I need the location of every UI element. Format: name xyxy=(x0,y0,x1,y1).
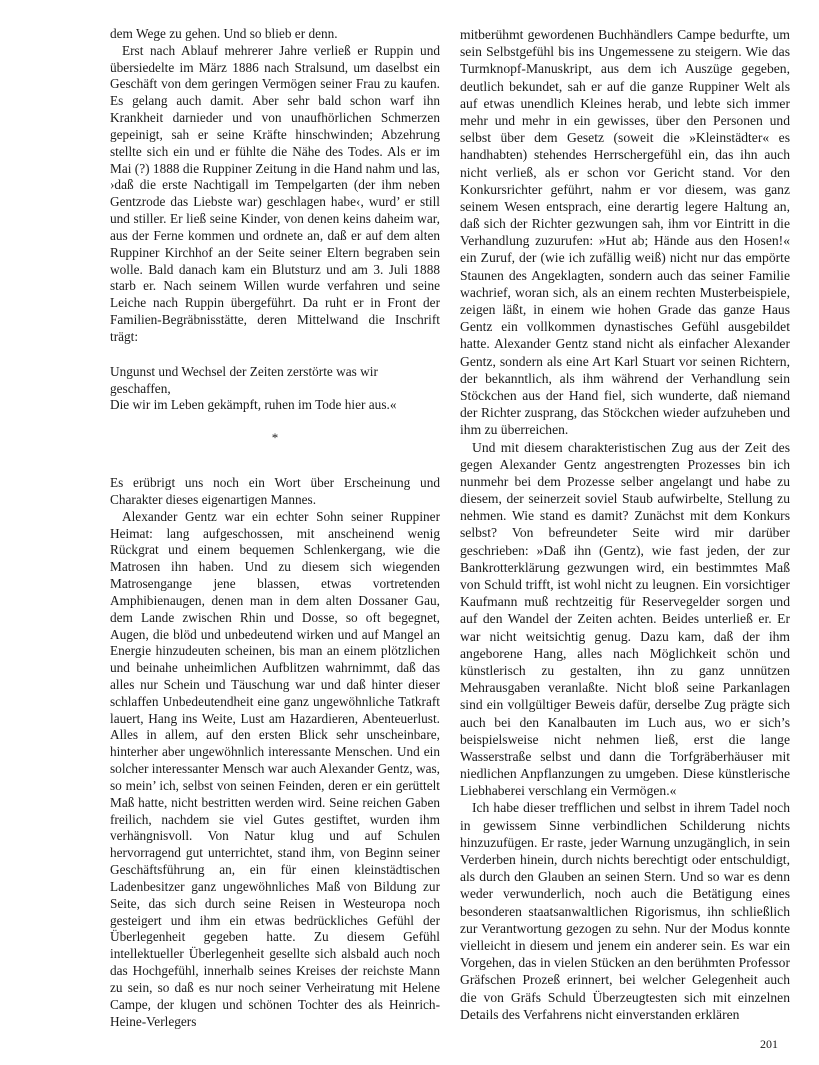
verse-line: Die wir im Leben gekämpft, ruhen im Tode hier aus.« xyxy=(110,397,397,413)
paragraph: Und mit diesem charakteristischen Zug aus der Zeit des gegen Alexander Gentz angestrengten Prozesses bin ich nunmehr bei dem Prozesse selber angelangt und habe zu diesem, der seinerzeit soviel Staub aufwirbelte, Stellung zu nehmen. Wie stand es damit? Zunächst mit dem Konkurs selbst? Von befreundeter Seite wird mir darüber geschrieben: »Daß ihn (Gentz), wie fast jeden, der zur Bankrotterklärung gezwungen wird, ein bestimmtes Maß von Schuld trifft, ist wohl nicht zu leugnen. Ein vorsichtiger Kaufmann muß rechtzeitig für Reservegelder sorgen und auf den Wandel der Zeiten achten. Beides unterließ er. Er war nicht weitsichtig genug. Dazu kam, daß der ihm angeborene Hang, alles nach Möglichkeit schön und künstlerisch zu gestalten, ihn zu ganz unnützen Mehrausgaben veranlaßte. Nicht bloß seine Parkanlagen sind ein vollgültiger Beweis dafür, derselbe Zug prägte sich auch bei den Kanalbauten im Luch aus, wo er sich’s beispielsweise nicht nehmen ließ, erst die lange Wasserstraße selbst und dann die Torfgräberhäuser mit niedlichen Anpflanzungen zu umgeben. Diese künstlerische Liebhaberei verschlang ein Vermögen.« xyxy=(460,439,790,799)
verse-line: Ungunst und Wechsel der Zeiten zerstörte was wir geschaffen, xyxy=(110,363,378,396)
paragraph: Ich habe dieser trefflichen und selbst in ihrem Tadel noch in gewissem Sinne verbindlichen Schilderung nichts hinzuzufügen. Er raste, jeder Warnung unzugänglich, in sein Verderben hinein, durch nichts berechtigt oder entschuldigt, als durch den Glauben an seinen Stern. Und so war es denn weder verwunderlich, noch auch die Betätigung eines besonderen staatsanwaltlichen Rigorismus, ihn schließlich zur Verantwortung gezogen zu sehn. Nur der Modus konnte vielleicht in diesem und jenem ein anderer sein. Es war ein Vorgehen, das in vielen Stücken an den berühmten Professor Gräfschen Prozeß erinnert, bei welcher Gelegenheit auch die von Gräfs Schuld Überzeugtesten sich mit einzelnen Details des Verfahrens nicht einverstanden erklären xyxy=(460,800,790,1022)
left-column xyxy=(110,26,440,1030)
paragraph: Erst nach Ablauf mehrerer Jahre verließ er Ruppin und übersiedelte im März 1886 nach Stralsund, um daselbst ein Geschäft von dem geringen Vermögen seiner Frau zu kaufen. Es gelang auch damit. Aber sehr bald schon warf ihn Krankheit darnieder und von unaufhörlichen Schmerzen gepeinigt, sah er seine Kräfte hinschwinden; Abzehrung stellte sich ein und er fühlte die Nähe des Todes. Als er im Mai (?) 1888 die Ruppiner Zeitung in die Hand nahm und las, ›daß die erste Nachtigall im Tempelgarten (der ihm neben Gentzrode das Liebste war) geschlagen habe‹, wurd’ er still und stiller. Er ließ seine Kinder, von denen keins daheim war, aus der Ferne kommen und ordnete an, daß er auf dem alten Ruppiner Kirchhof an der Seite seiner Eltern begraben sein wolle. Bald danach kam ein Blutsturz und am 3. Juli 1888 starb er. Nach seinem Willen wurde verfahren und seine Leiche nach Ruppin übergeführt. Da ruht er in Front der Familien-Begräbnisstätte, deren Mittelwand die Inschrift trägt: xyxy=(110,42,440,344)
section-divider: * xyxy=(271,430,279,446)
paragraph: Es erübrigt uns noch ein Wort über Erscheinung und Charakter dieses eigenartigen Mannes. xyxy=(110,475,440,507)
right-column xyxy=(460,26,790,1023)
paragraph: dem Wege zu gehen. Und so blieb er denn. xyxy=(110,26,338,41)
paragraph: mitberühmt gewordenen Buchhändlers Campe bedurfte, um sein Selbstgefühl bis ins Ungemessene zu steigern. Wie das Turmknopf-Manuskript, aus dem ich Auszüge gegeben, deutlich bekundet, sah er auf die ganze Ruppiner Welt als auf etwas unendlich Kleines herab, und lebte sich immer mehr und mehr in ein gewisses, über den Personen und selbst über dem Gesetz (soweit die »Kleinstädter« es handhabten) stehendes Herrschergefühl ein, das ihn auch nicht verließ, als er schon vor Gericht stand. Vor den Konkursrichter geführt, nahm er vor diesem, was ganz seinem Wesen entsprach, eine derartig legere Haltung an, daß sich der Richter gezwungen sah, ihm vor Eintritt in die Verhandlung zuzurufen: »Hut ab; Hände aus den Hosen!« ein Zuruf, der (wie ich zufällig weiß) nicht nur das empörte Staunen des Angeklagten, sondern auch das seiner Familie wachrief, woran sich, als an einem rechten Musterbeispiele, zeigen läßt, in einem wie hohen Grade das ganze Haus Gentz ein vollkommen dynastisches Gefühl ausgebildet hatte. Alexander Gentz stand nicht als einfacher Alexander Gentz, sondern als eine Art Karl Stuart vor seinen Richtern, der bekanntlich, als ihm während der Verhandlung sein Stöckchen aus der Hand fiel, sich wunderte, daß niemand der Richter zusprang, das Stöckchen wieder aufzuheben und ihm zu überreichen. xyxy=(460,27,790,438)
page-number: 201 xyxy=(760,1037,778,1051)
inscription-verse xyxy=(110,364,440,414)
paragraph: Alexander Gentz war ein echter Sohn seiner Ruppiner Heimat: lang aufgeschossen, mit anscheinend wenig Rückgrat und einem bequemen Schlenkergang, wie die Matrosen ihn haben. Und zu diesem sich wiegenden Matrosengange jene blassen, etwas vortretenden Amphibienaugen, denen man in dem alten Dossaner Gau, dem Lande zwischen Rhin und Dosse, so oft begegnet, Augen, die blöd und unbedeutend wirken und auf Mangel an Energie hinzudeuten scheinen, bis man an einem plötzlichen und beinahe unheimlichen Aufblitzen wahrnimmt, daß das alles nur Schein und Täuschung war und daß hinter dieser schlaffen Unbedeutendheit eine ganz ungewöhnliche Tatkraft lauert, Hang ins Weite, Lust am Hazardieren, Abenteuerlust. Alles in allem, auf den ersten Blick sehr unscheinbare, hinterher aber ungewöhnlich interessante Menschen. Und ein solcher interessanter Mensch war auch Alexander Gentz, was, so mein’ ich, selbst von seinen Feinden, deren er ein gerüttelt Maß hatte, nicht bestritten werden wird. Seine reichen Gaben freilich, nachdem sie viel Gutes gestiftet, wurden ihm verhängnisvoll. Von Natur klug und auf Schulen hervorragend gut unterrichtet, stand ihm, von Beginn seiner Geschäftsführung an, ein für einen kleinstädtischen Ladenbesitzer ganz ungewöhnliches Maß von Bildung zur Seite, das sich durch seine Reisen in Westeuropa noch gesteigert und ihm ein etwas bedrückliches Gefühl der Überlegenheit gegeben hatte. Zu diesem Gefühl intellektueller Überlegenheit gesellte sich alsbald auch noch das Hochgefühl, innerhalb seines Kreises der reichste Mann zu sein, so daß es nur noch seiner Verheiratung mit Helene Campe, der klugen und schönen Tochter des als Heinrich-Heine-Verlegers xyxy=(110,508,440,1029)
